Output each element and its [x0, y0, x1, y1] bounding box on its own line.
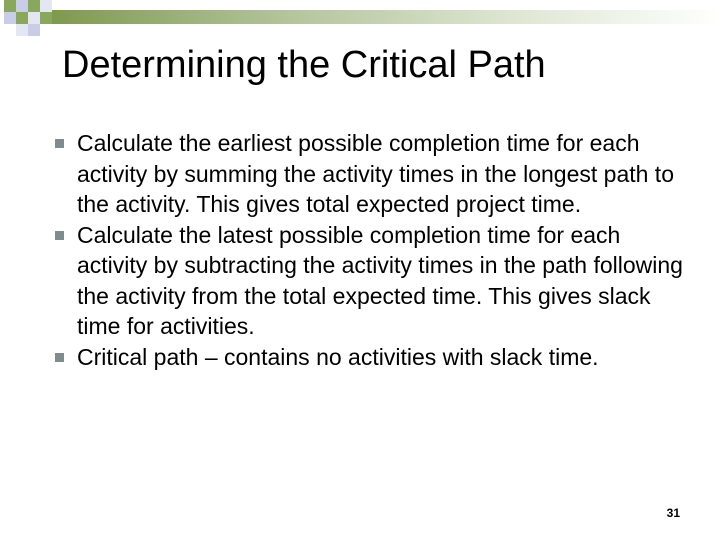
square-bullet-icon	[55, 231, 64, 240]
header-square	[28, 0, 40, 12]
header-square	[28, 12, 40, 24]
header-square	[40, 0, 52, 12]
header-square	[28, 24, 40, 36]
bullet-item	[52, 342, 692, 373]
slide-number: 31	[666, 506, 680, 520]
header-square	[16, 24, 28, 36]
header-square	[4, 0, 16, 12]
bullet-item	[52, 220, 692, 342]
header-square	[16, 0, 28, 12]
square-bullet-icon	[55, 353, 64, 362]
header-square	[4, 12, 16, 24]
bullet-text: Critical path – contains no activities with slack time.	[77, 343, 599, 370]
bullet-item	[52, 128, 692, 220]
header-square	[16, 12, 28, 24]
bullet-list	[52, 128, 692, 372]
header-gradient-bar	[52, 10, 720, 24]
header-square	[40, 12, 52, 24]
square-bullet-icon	[55, 139, 64, 148]
slide-title: Determining the Critical Path	[62, 44, 546, 86]
bullet-text: Calculate the latest possible completion time for each activity by subtracting the activity times in the path following the activity from the total expected time. This gives slack time for activities.	[77, 221, 683, 339]
bullet-text: Calculate the earliest possible completion time for each activity by summing the activity times in the longest path to the activity. This gives total expected project time.	[77, 130, 674, 217]
